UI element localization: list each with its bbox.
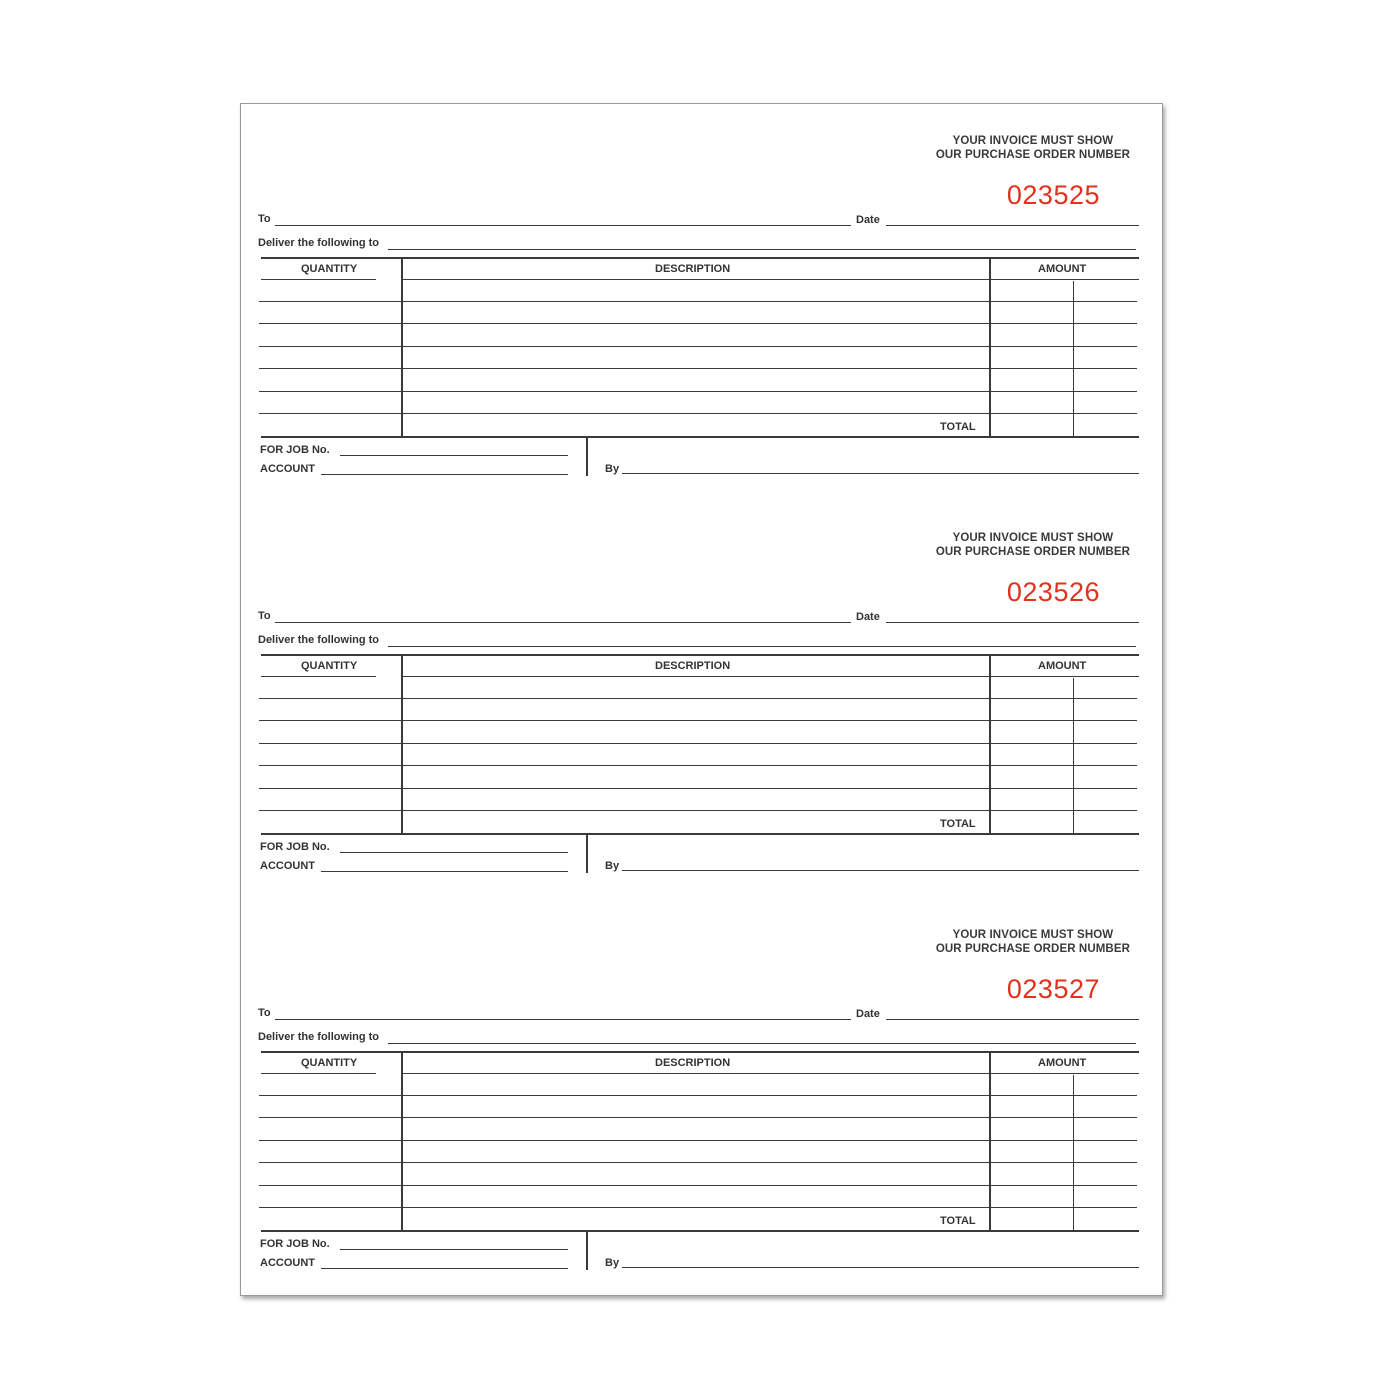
account-field[interactable]: [321, 474, 568, 475]
amount-divider: [989, 656, 991, 833]
notice-line-2: OUR PURCHASE ORDER NUMBER: [935, 546, 1130, 558]
by-field[interactable]: [622, 870, 1139, 871]
amount-divider: [989, 259, 991, 436]
deliver-field[interactable]: [388, 646, 1136, 647]
deliver-field[interactable]: [388, 249, 1136, 250]
to-label: To: [258, 1007, 271, 1019]
date-label: Date: [856, 611, 880, 623]
signature-divider: [586, 1232, 588, 1270]
job-number-label: FOR JOB No.: [260, 1238, 330, 1250]
amount-header-rule: [989, 279, 1139, 280]
table-row[interactable]: [259, 788, 1137, 789]
notice-line-2: OUR PURCHASE ORDER NUMBER: [935, 943, 1130, 955]
invoice-notice: [936, 928, 1130, 956]
to-field[interactable]: [275, 225, 851, 226]
po-number: 023527: [1006, 974, 1100, 1004]
to-label: To: [258, 610, 271, 622]
table-row[interactable]: [259, 1095, 1137, 1096]
table-row[interactable]: [259, 1117, 1137, 1118]
notice-line-1: YOUR INVOICE MUST SHOW: [952, 929, 1114, 941]
table-row[interactable]: [259, 323, 1137, 324]
cents-divider: [1073, 281, 1074, 436]
amount-header-rule: [989, 676, 1139, 677]
date-field[interactable]: [886, 225, 1139, 226]
account-label: ACCOUNT: [260, 463, 315, 475]
notice-line-1: YOUR INVOICE MUST SHOW: [952, 135, 1114, 147]
to-field[interactable]: [275, 622, 851, 623]
description-header-rule: [401, 279, 989, 280]
quantity-header-rule: [261, 676, 376, 677]
account-label: ACCOUNT: [260, 1257, 315, 1269]
deliver-field[interactable]: [388, 1043, 1136, 1044]
column-description: DESCRIPTION: [655, 1057, 731, 1069]
purchase-order-form: [241, 501, 1162, 898]
column-description: DESCRIPTION: [655, 660, 731, 672]
by-label: By: [605, 463, 620, 475]
to-label: To: [258, 213, 271, 225]
description-header-rule: [401, 1073, 989, 1074]
purchase-order-sheet: [240, 103, 1163, 1296]
table-row[interactable]: [259, 720, 1137, 721]
table-row[interactable]: [259, 413, 1137, 414]
account-field[interactable]: [321, 871, 568, 872]
table-row[interactable]: [259, 698, 1137, 699]
job-number-field[interactable]: [340, 455, 568, 456]
invoice-notice: [936, 531, 1130, 559]
table-row[interactable]: [259, 346, 1137, 347]
by-label: By: [605, 1257, 620, 1269]
total-label: TOTAL: [940, 421, 976, 433]
table-row[interactable]: [259, 391, 1137, 392]
deliver-label: Deliver the following to: [258, 237, 380, 249]
quantity-header-rule: [261, 279, 376, 280]
account-field[interactable]: [321, 1268, 568, 1269]
column-amount: AMOUNT: [1038, 1057, 1087, 1069]
by-label: By: [605, 860, 620, 872]
table-top-rule: [261, 654, 1139, 656]
amount-divider: [989, 1053, 991, 1230]
amount-header-rule: [989, 1073, 1139, 1074]
column-quantity: QUANTITY: [301, 1057, 358, 1069]
table-bottom-rule: [261, 436, 1139, 438]
date-field[interactable]: [886, 1019, 1139, 1020]
date-field[interactable]: [886, 622, 1139, 623]
column-quantity: QUANTITY: [301, 263, 358, 275]
deliver-label: Deliver the following to: [258, 1031, 380, 1043]
job-number-field[interactable]: [340, 1249, 568, 1250]
column-amount: AMOUNT: [1038, 660, 1087, 672]
notice-line-1: YOUR INVOICE MUST SHOW: [952, 532, 1114, 544]
by-field[interactable]: [622, 473, 1139, 474]
table-row[interactable]: [259, 1185, 1137, 1186]
table-top-rule: [261, 1051, 1139, 1053]
account-label: ACCOUNT: [260, 860, 315, 872]
by-field[interactable]: [622, 1267, 1139, 1268]
purchase-order-form: [241, 898, 1162, 1295]
table-row[interactable]: [259, 1140, 1137, 1141]
job-number-field[interactable]: [340, 852, 568, 853]
table-row[interactable]: [259, 810, 1137, 811]
total-label: TOTAL: [940, 1215, 976, 1227]
table-bottom-rule: [261, 1230, 1139, 1232]
to-field[interactable]: [275, 1019, 851, 1020]
quantity-header-rule: [261, 1073, 376, 1074]
table-top-rule: [261, 257, 1139, 259]
date-label: Date: [856, 214, 880, 226]
quantity-divider: [401, 1053, 403, 1230]
description-header-rule: [401, 676, 989, 677]
po-number: 023526: [1006, 577, 1100, 607]
signature-divider: [586, 835, 588, 873]
table-row[interactable]: [259, 1162, 1137, 1163]
purchase-order-form: [241, 104, 1162, 501]
job-number-label: FOR JOB No.: [260, 841, 330, 853]
table-row[interactable]: [259, 301, 1137, 302]
po-number: 023525: [1006, 180, 1100, 210]
date-label: Date: [856, 1008, 880, 1020]
table-row[interactable]: [259, 765, 1137, 766]
table-row[interactable]: [259, 1207, 1137, 1208]
table-row[interactable]: [259, 743, 1137, 744]
deliver-label: Deliver the following to: [258, 634, 380, 646]
quantity-divider: [401, 259, 403, 436]
quantity-divider: [401, 656, 403, 833]
table-row[interactable]: [259, 368, 1137, 369]
signature-divider: [586, 438, 588, 476]
total-label: TOTAL: [940, 818, 976, 830]
invoice-notice: [936, 134, 1130, 162]
column-quantity: QUANTITY: [301, 660, 358, 672]
notice-line-2: OUR PURCHASE ORDER NUMBER: [935, 149, 1130, 161]
column-description: DESCRIPTION: [655, 263, 731, 275]
column-amount: AMOUNT: [1038, 263, 1087, 275]
cents-divider: [1073, 678, 1074, 833]
cents-divider: [1073, 1075, 1074, 1230]
job-number-label: FOR JOB No.: [260, 444, 330, 456]
table-bottom-rule: [261, 833, 1139, 835]
